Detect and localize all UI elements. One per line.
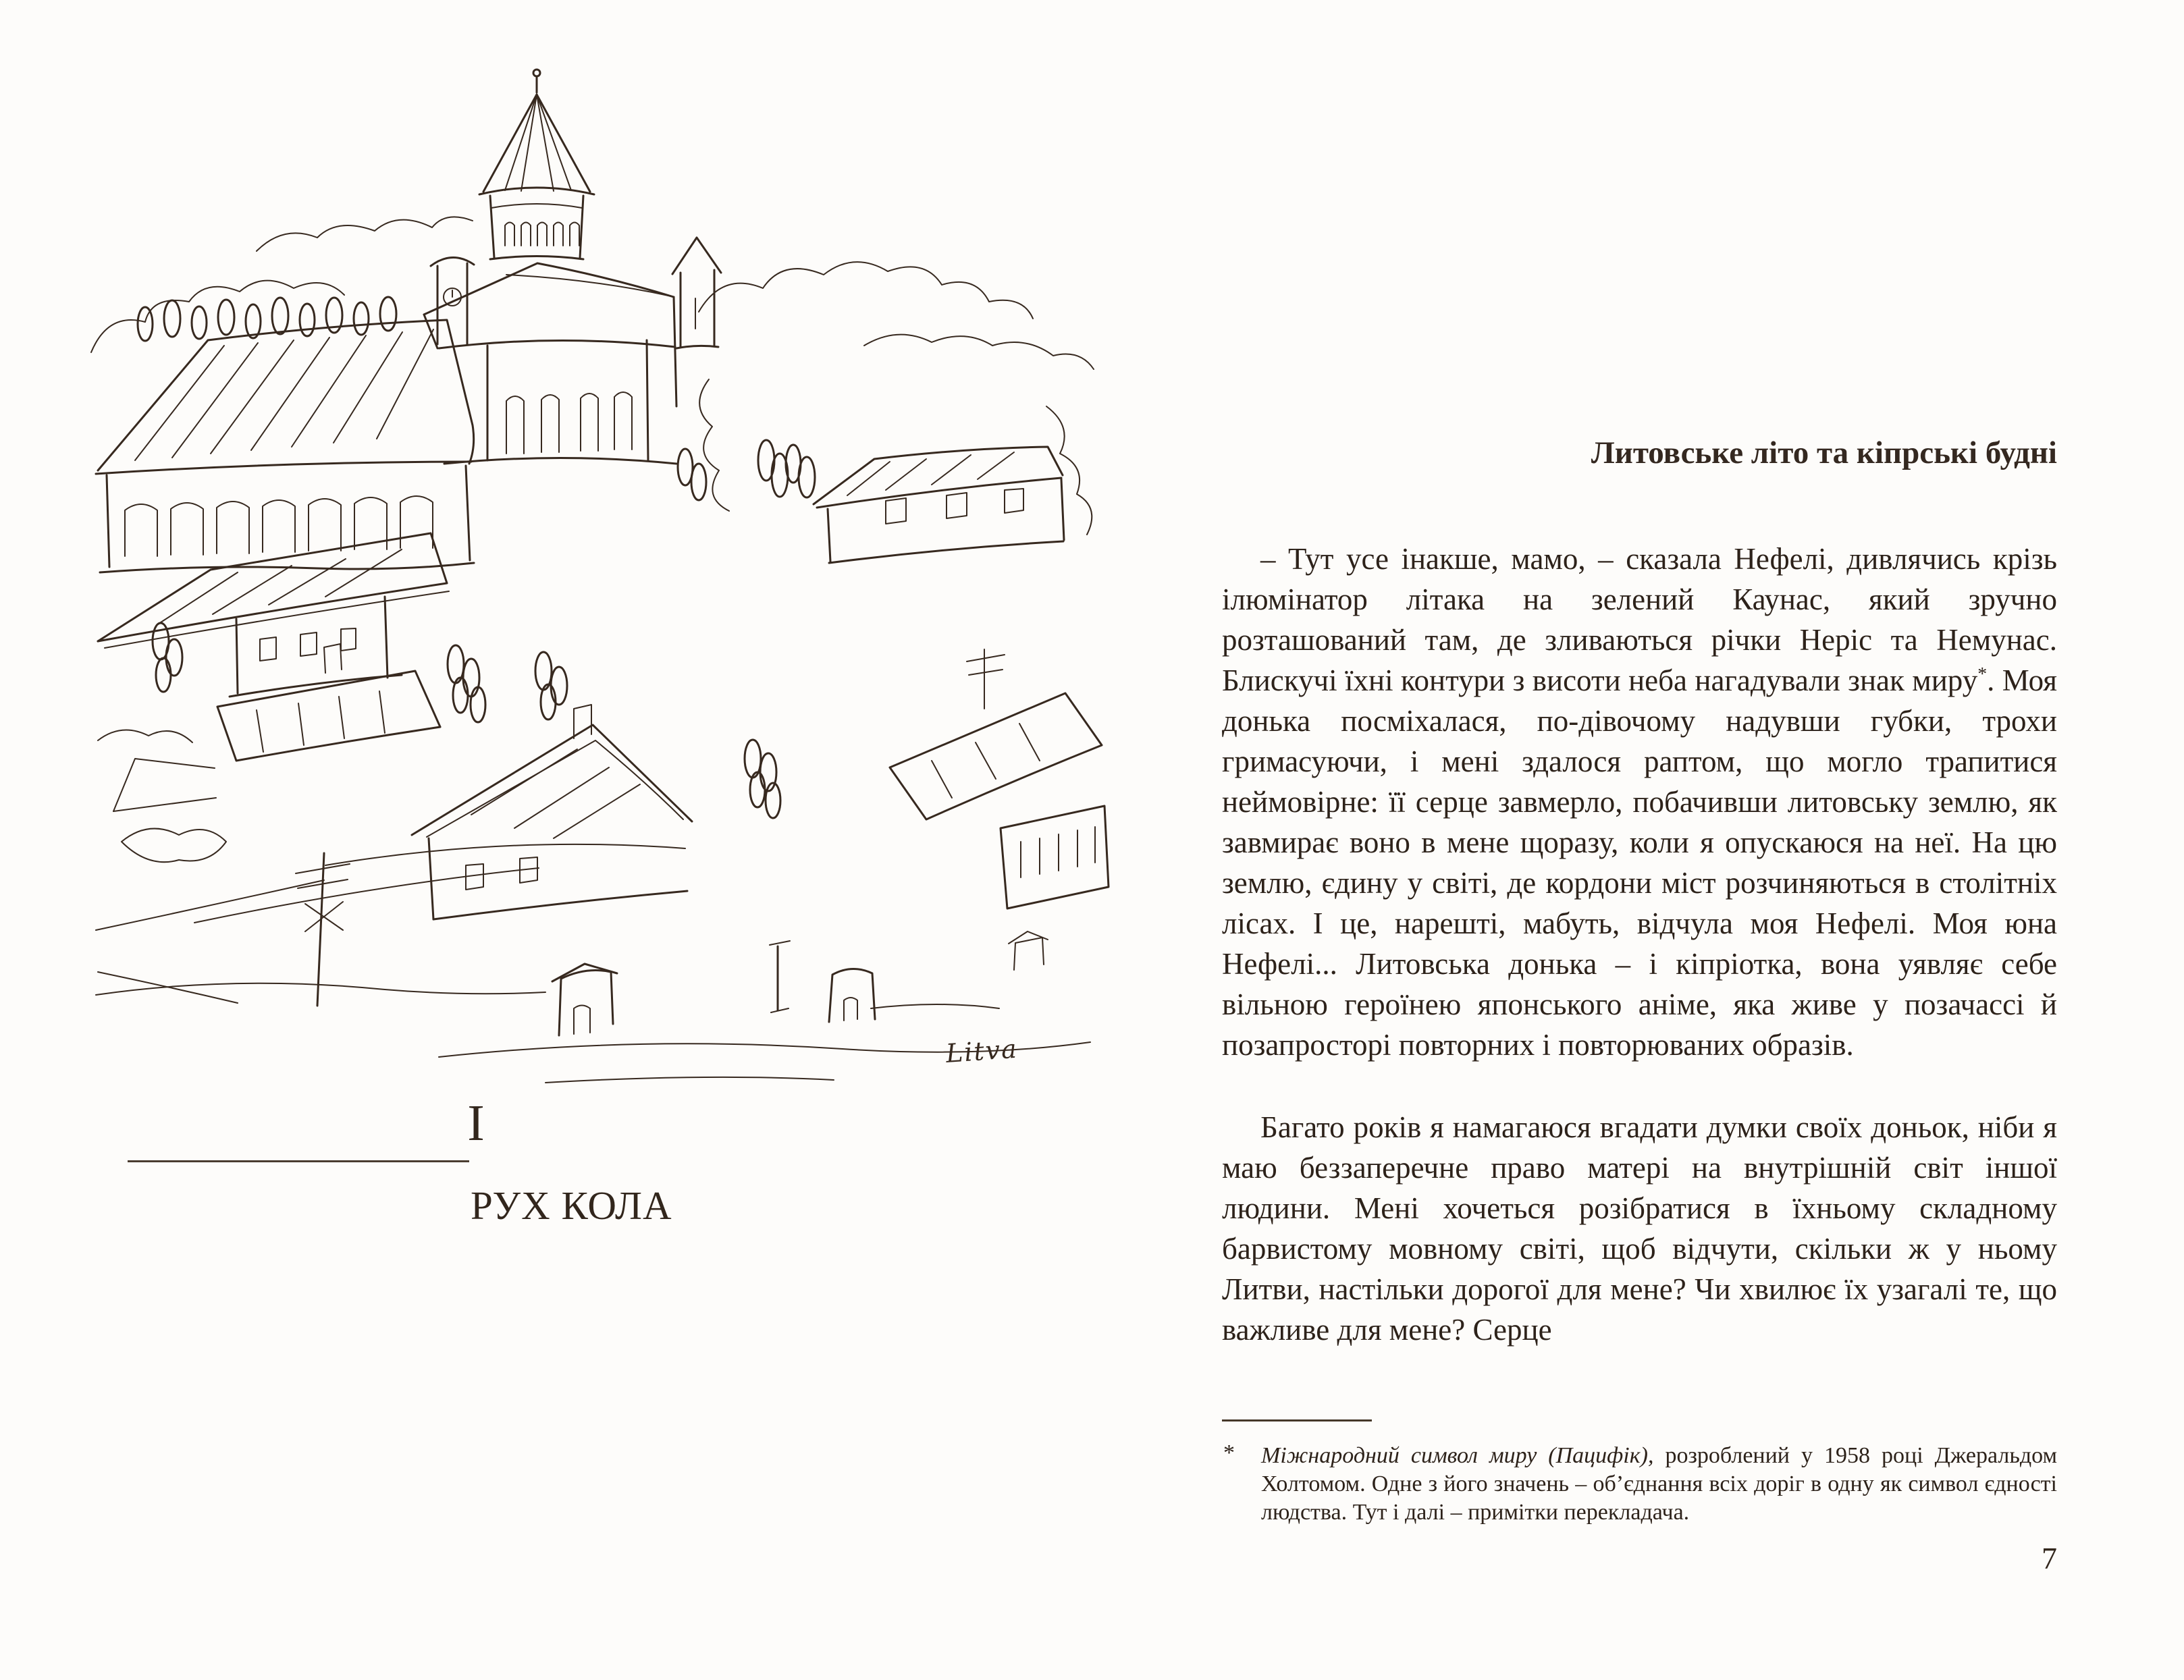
foreground-houses xyxy=(96,941,1090,1083)
right-houses xyxy=(814,447,1064,563)
body-text xyxy=(1222,539,2057,1350)
section-heading: Литовське літо та кіпрські будні xyxy=(1591,435,2057,470)
footnote-separator-rule xyxy=(1222,1419,1372,1421)
right-foreground xyxy=(890,649,1109,970)
paragraph-1-text-b: . Моя донька посміхалася, по-дівочому надувши губки, трохи гримасуючи, і мені здалося раптом, що могло трапитися неймовірне: її серце завмерло, побачивши литовську землю, як завмирає воно в мене щоразу, коли я опускаюся на неї. На цю землю, єдину у світі, де кордони міст розчиняються в столітніх лісах. І це, нарешті, мабуть, відчула моя Нефелі. Моя юна Нефелі... Литовська донька – і кіпріотка, вона уявляє себе вільною героїнею японського аніме, яка живе у позачассі й позапросторі повторних і повторюваних образів. xyxy=(1222,663,2058,1062)
church-nave xyxy=(424,257,676,464)
footnote-reference-marker: * xyxy=(1977,663,1988,684)
footnote-rest: розроблений у 1958 році Джеральдом Холтомом. Одне з його значень – об’єднання всіх доріг в одну як символ єдності людства. Тут і далі – примітки перекладача. xyxy=(1261,1443,2057,1525)
footnote xyxy=(1222,1442,2057,1527)
utility-pole xyxy=(96,844,685,1006)
illustration-signature: Litva xyxy=(944,1033,1019,1068)
mid-rooftops xyxy=(98,533,449,811)
paragraph-1-text-a: – Тут усе інакше, мамо, – сказала Нефелі, дивлячись крізь ілюмінатор літака на зелений Каунас, який зручно розташований там, де зливаються річки Неріс та Немунас. Блискучі їхні контури з висоти неба нагадували знак миру xyxy=(1222,542,2057,697)
footnote-marker: * xyxy=(1223,1440,1235,1465)
church-tower xyxy=(479,70,594,259)
footnote-italic-term: Міжнародний символ миру (Пацифік), xyxy=(1261,1443,1654,1468)
footnote-text xyxy=(1261,1442,2057,1527)
chapter-title: РУХ КОЛА xyxy=(471,1183,672,1228)
chapter-number: I xyxy=(467,1095,485,1151)
town-ink-sketch xyxy=(34,28,1124,1125)
foreground-gable xyxy=(412,705,692,919)
paragraph-1 xyxy=(1222,539,2057,1065)
paragraph-2: Багато років я намагаюся вгадати думки своїх доньок, ніби я маю беззаперечне право матері на внутрішній світ іншої людини. Мені хочеться розібратися в їхньому складному барвистому мовному світі, щоб відчути, скільки ж у ньому Литви, настільки дорогої для мене? Чи хвилює їх узагалі те, що важливе для мене? Серце xyxy=(1222,1110,2057,1347)
foliage-loops xyxy=(138,297,815,818)
tree-cloud-contours xyxy=(91,217,1094,862)
page-number: 7 xyxy=(2042,1541,2057,1575)
chapter-rule xyxy=(128,1160,469,1162)
side-tower xyxy=(672,238,721,348)
